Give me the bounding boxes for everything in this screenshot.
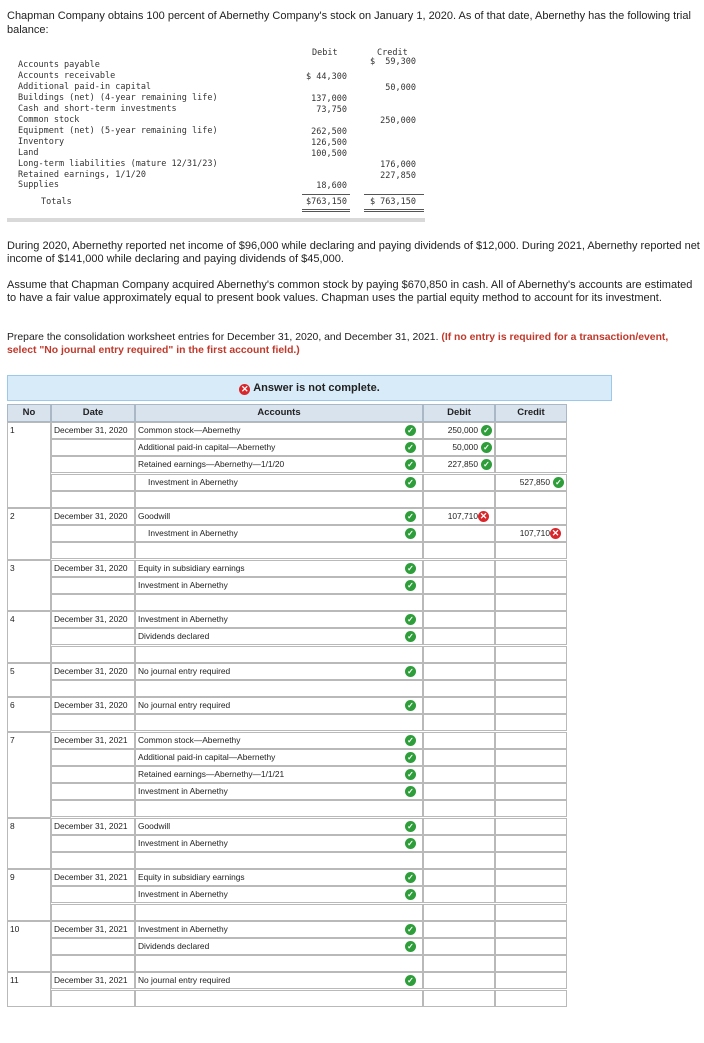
entry-date-text: December 31, 2021 [54, 975, 128, 986]
account-field[interactable] [135, 835, 423, 852]
entry-number [7, 560, 51, 612]
account-field-text: Additional paid-in capital—Abernethy [138, 442, 276, 453]
credit-field[interactable] [495, 818, 567, 835]
credit-field[interactable] [495, 869, 567, 886]
trial-balance [7, 48, 425, 218]
account-field[interactable] [135, 714, 423, 731]
debit-field[interactable] [423, 886, 495, 903]
debit-field[interactable] [423, 560, 495, 577]
tb-row-credit: 50,000 [385, 82, 416, 93]
account-field-text: Dividends declared [138, 941, 210, 951]
account-field[interactable] [135, 474, 423, 491]
debit-field[interactable] [423, 835, 495, 852]
credit-field[interactable] [495, 456, 567, 473]
account-field-text: Investment in Abernethy [138, 786, 228, 797]
entry-date-text: December 31, 2020 [54, 425, 128, 435]
entry-date[interactable] [51, 800, 135, 817]
credit-field[interactable] [495, 904, 567, 921]
account-field-text: Investment in Abernethy [138, 923, 228, 934]
account-field[interactable] [135, 766, 423, 783]
entry-date[interactable] [51, 869, 135, 886]
debit-field[interactable] [423, 714, 495, 731]
entry-number [7, 697, 51, 731]
check-icon: ✓ [405, 459, 416, 470]
account-field[interactable] [135, 422, 423, 439]
entry-date [51, 577, 135, 594]
credit-field[interactable] [495, 542, 567, 559]
account-field[interactable] [135, 611, 423, 628]
account-field-text: No journal entry required [138, 665, 231, 676]
entry-date[interactable] [51, 697, 135, 714]
tb-rule [364, 209, 424, 210]
debit-field-text: 227,850 [447, 459, 478, 470]
credit-field[interactable] [495, 921, 567, 938]
check-icon: ✓ [481, 442, 492, 453]
entry-date[interactable] [51, 594, 135, 611]
tb-row-label: Accounts receivable [18, 70, 116, 81]
entry-number-text: 7 [10, 734, 15, 745]
account-field-text: Equity in subsidiary earnings [138, 872, 245, 883]
account-field[interactable] [135, 628, 423, 645]
entry-date[interactable] [51, 611, 135, 628]
debit-field[interactable] [423, 474, 495, 491]
debit-field[interactable] [423, 869, 495, 886]
check-icon: ✓ [405, 821, 416, 832]
check-icon: ✓ [405, 614, 416, 625]
entry-date-text: December 31, 2021 [54, 923, 128, 934]
credit-field[interactable] [495, 611, 567, 628]
check-icon: ✓ [481, 425, 492, 436]
entry-date [51, 474, 135, 491]
account-field-text: Investment in Abernethy [138, 837, 228, 848]
account-field[interactable] [135, 456, 423, 473]
entry-number [7, 422, 51, 508]
debit-field[interactable] [423, 628, 495, 645]
entry-date [51, 439, 135, 456]
tb-totals-credit: $ 763,150 [369, 197, 416, 207]
entry-date [51, 783, 135, 800]
credit-field[interactable] [495, 955, 567, 972]
entry-date-text: December 31, 2020 [54, 614, 128, 625]
tb-row-credit: 176,000 [380, 159, 416, 170]
account-field-text: No journal entry required [138, 700, 231, 711]
check-icon: ✓ [405, 666, 416, 677]
check-icon: ✓ [405, 580, 416, 591]
debit-field-text: 107,710 [447, 511, 478, 521]
account-field[interactable] [135, 904, 423, 921]
debit-field[interactable] [423, 697, 495, 714]
account-field-text: No journal entry required [138, 975, 231, 986]
check-icon: ✓ [405, 872, 416, 883]
tb-row-label: Common stock [18, 114, 80, 125]
account-field[interactable] [135, 938, 423, 955]
error-icon: ✕ [479, 511, 488, 521]
credit-field[interactable] [495, 646, 567, 663]
check-icon: ✓ [405, 786, 416, 797]
entry-number [7, 732, 51, 818]
debit-field[interactable] [423, 542, 495, 559]
account-field[interactable] [135, 869, 423, 886]
entry-date[interactable] [51, 990, 135, 1007]
debit-field[interactable] [423, 938, 495, 955]
credit-field[interactable] [495, 990, 567, 1007]
debit-field[interactable] [423, 491, 495, 508]
trial-balance-shade [7, 218, 425, 222]
tb-rule [302, 211, 350, 212]
check-icon: ✓ [405, 511, 416, 522]
credit-field[interactable] [495, 938, 567, 955]
credit-field[interactable] [495, 525, 567, 542]
tb-totals-label: Totals [41, 197, 72, 207]
tb-row-label: Inventory [18, 136, 65, 147]
instructions [7, 331, 697, 357]
debit-field[interactable] [423, 508, 495, 525]
credit-field[interactable] [495, 972, 567, 989]
error-icon: ✕ [551, 528, 560, 539]
tb-row-credit: 250,000 [380, 115, 416, 126]
entry-number-text: 4 [10, 614, 15, 625]
entry-date [51, 628, 135, 645]
tb-row-credit: $ 59,300 [369, 57, 416, 67]
account-field-text: Investment in Abernethy [138, 614, 228, 625]
entry-date[interactable] [51, 491, 135, 508]
credit-field[interactable] [495, 714, 567, 731]
account-field[interactable] [135, 852, 423, 869]
account-field[interactable] [135, 646, 423, 663]
credit-field-text: 107,710 [519, 528, 550, 539]
entry-number [7, 921, 51, 973]
check-icon: ✓ [405, 528, 416, 539]
debit-field[interactable] [423, 921, 495, 938]
credit-field[interactable] [495, 680, 567, 697]
entry-number-text: 11 [10, 975, 19, 986]
credit-field[interactable] [495, 560, 567, 577]
tb-debit-header: Debit [312, 48, 338, 58]
account-field[interactable] [135, 886, 423, 903]
entry-number-text: 5 [10, 665, 15, 676]
entry-date[interactable] [51, 663, 135, 680]
account-field[interactable] [135, 818, 423, 835]
paragraph-acquisition: Assume that Chapman Company acquired Abernethy's common stock by paying $670,850 in cash. All of Abernethy's accounts are estimated to have a fair value approximately equal to present book values. Chapman uses the partial equity method to account for its investment. [7, 279, 693, 304]
account-field-text: Goodwill [138, 511, 171, 521]
account-field[interactable] [135, 697, 423, 714]
check-icon: ✓ [405, 975, 416, 986]
check-icon: ✓ [405, 735, 416, 746]
entry-date [51, 749, 135, 766]
check-icon: ✓ [405, 477, 416, 488]
answer-banner [7, 375, 612, 401]
check-icon: ✓ [405, 941, 416, 952]
tb-row-label: Supplies [18, 180, 59, 191]
credit-field[interactable] [495, 886, 567, 903]
tb-row-label: Additional paid-in capital [18, 81, 152, 92]
check-icon: ✓ [405, 924, 416, 935]
entry-date[interactable] [51, 732, 135, 749]
debit-field[interactable] [423, 818, 495, 835]
account-field[interactable] [135, 732, 423, 749]
tb-row-label: Land [18, 147, 39, 158]
tb-row-debit: 73,750 [316, 104, 347, 115]
debit-field-text: 250,000 [447, 425, 478, 435]
account-field[interactable] [135, 491, 423, 508]
entry-number-text: 10 [10, 923, 20, 934]
entry-date[interactable] [51, 972, 135, 989]
entry-number-text: 9 [10, 872, 15, 883]
account-field-text: Common stock—Abernethy [138, 425, 241, 435]
tb-row-label: Cash and short-term investments [18, 103, 177, 114]
entry-number-text: 3 [10, 562, 15, 573]
entry-number-text: 2 [10, 511, 15, 521]
debit-field[interactable] [423, 955, 495, 972]
credit-field[interactable] [495, 594, 567, 611]
debit-field[interactable] [423, 611, 495, 628]
account-field[interactable] [135, 594, 423, 611]
check-icon: ✓ [405, 425, 416, 436]
credit-field[interactable] [495, 697, 567, 714]
problem-intro: Chapman Company obtains 100 percent of Abernethy Company's stock on January 1, 2020. As of that date, Abernethy has the following trial balance: [7, 10, 691, 36]
debit-field[interactable] [423, 783, 495, 800]
check-icon: ✓ [405, 769, 416, 780]
account-field-text: Investment in Abernethy [138, 889, 228, 900]
account-field-text: Investment in Abernethy [148, 528, 238, 539]
entry-date-text: December 31, 2021 [54, 872, 128, 883]
account-field[interactable] [135, 921, 423, 938]
credit-field[interactable] [495, 749, 567, 766]
paragraph-2020-income: During 2020, Abernethy reported net income of $96,000 while declaring and paying dividends of $12,000. During 2021, Abernethy reported net income of $141,000 while declaring and paying dividends of $45,000. [7, 240, 700, 265]
debit-field[interactable] [423, 800, 495, 817]
account-field-text: Retained earnings—Abernethy—1/1/20 [138, 459, 285, 470]
tb-row-debit: 137,000 [311, 93, 347, 104]
tb-row-debit: 262,500 [311, 126, 347, 137]
entry-date-text: December 31, 2020 [54, 562, 128, 573]
account-field[interactable] [135, 560, 423, 577]
check-icon: ✓ [405, 442, 416, 453]
header-no: No [7, 404, 51, 422]
debit-field[interactable] [423, 422, 495, 439]
entry-date[interactable] [51, 646, 135, 663]
entry-number [7, 869, 51, 921]
tb-row-label: Accounts payable [18, 60, 100, 70]
entry-date [51, 938, 135, 955]
credit-field[interactable] [495, 732, 567, 749]
tb-row-label: Long-term liabilities (mature 12/31/23) [18, 158, 218, 169]
tb-credit-header: Credit [377, 48, 408, 58]
entry-date-text: December 31, 2020 [54, 511, 128, 521]
account-field-text: Investment in Abernethy [148, 476, 238, 487]
account-field[interactable] [135, 439, 423, 456]
account-field-text: Goodwill [138, 820, 171, 831]
entry-date-text: December 31, 2021 [54, 820, 128, 831]
tb-row-label: Equipment (net) (5-year remaining life) [18, 125, 218, 136]
banner-text: Answer is not complete. [253, 382, 380, 394]
entry-date[interactable] [51, 714, 135, 731]
debit-field[interactable] [423, 732, 495, 749]
debit-field[interactable] [423, 766, 495, 783]
check-icon: ✓ [405, 838, 416, 849]
account-field[interactable] [135, 972, 423, 989]
entry-date-text: December 31, 2021 [54, 734, 128, 745]
account-field[interactable] [135, 663, 423, 680]
account-field-text: Equity in subsidiary earnings [138, 562, 245, 573]
entry-number [7, 972, 51, 1006]
x-circle-icon: ✕ [240, 384, 249, 394]
debit-field[interactable] [423, 456, 495, 473]
entry-number-text: 1 [10, 425, 15, 435]
entry-number [7, 663, 51, 697]
credit-field[interactable] [495, 628, 567, 645]
credit-field-text: 527,850 [519, 476, 550, 487]
account-field-text: Common stock—Abernethy [138, 734, 241, 745]
debit-field[interactable] [423, 594, 495, 611]
entry-number-text: 6 [10, 700, 15, 711]
entry-date[interactable] [51, 852, 135, 869]
credit-field[interactable] [495, 800, 567, 817]
account-field[interactable] [135, 800, 423, 817]
tb-row-label: Buildings (net) (4-year remaining life) [18, 92, 218, 103]
debit-field[interactable] [423, 972, 495, 989]
credit-field[interactable] [495, 577, 567, 594]
entry-date[interactable] [51, 560, 135, 577]
credit-field[interactable] [495, 766, 567, 783]
credit-field[interactable] [495, 491, 567, 508]
entry-date[interactable] [51, 508, 135, 525]
account-field-text: Investment in Abernethy [138, 579, 228, 590]
debit-field[interactable] [423, 904, 495, 921]
check-icon: ✓ [405, 752, 416, 763]
credit-field[interactable] [495, 474, 567, 491]
account-field[interactable] [135, 783, 423, 800]
entry-date[interactable] [51, 904, 135, 921]
check-icon: ✓ [405, 889, 416, 900]
account-field-text: Additional paid-in capital—Abernethy [138, 751, 276, 762]
instructions-bold: (If no entry is required for a transaction/event, select "No journal entry required" in the first account field.) [7, 332, 669, 356]
entry-date[interactable] [51, 422, 135, 439]
entry-date[interactable] [51, 818, 135, 835]
debit-field[interactable] [423, 646, 495, 663]
tb-totals-debit: $763,150 [306, 197, 347, 207]
check-icon: ✓ [553, 477, 564, 488]
credit-field[interactable] [495, 508, 567, 525]
entry-number [7, 611, 51, 663]
tb-row-debit: 100,500 [311, 148, 347, 159]
check-icon: ✓ [481, 459, 492, 470]
debit-field[interactable] [423, 680, 495, 697]
account-field[interactable] [135, 542, 423, 559]
debit-field[interactable] [423, 749, 495, 766]
credit-field[interactable] [495, 663, 567, 680]
entry-date[interactable] [51, 921, 135, 938]
account-field-text: Dividends declared [138, 631, 210, 642]
entry-date[interactable] [51, 680, 135, 697]
entry-number [7, 508, 51, 560]
entry-date [51, 835, 135, 852]
credit-field[interactable] [495, 439, 567, 456]
header-debit: Debit [423, 404, 495, 422]
tb-row-credit: 227,850 [380, 170, 416, 181]
account-field[interactable] [135, 508, 423, 525]
account-field[interactable] [135, 525, 423, 542]
debit-field[interactable] [423, 663, 495, 680]
tb-row-label: Retained earnings, 1/1/20 [18, 169, 146, 180]
entry-date [51, 525, 135, 542]
credit-field[interactable] [495, 852, 567, 869]
debit-field[interactable] [423, 852, 495, 869]
entry-date [51, 886, 135, 903]
account-field[interactable] [135, 749, 423, 766]
debit-field[interactable] [423, 577, 495, 594]
entry-date-text: December 31, 2020 [54, 700, 128, 711]
entry-date [51, 766, 135, 783]
entry-date[interactable] [51, 955, 135, 972]
entry-date[interactable] [51, 542, 135, 559]
tb-row-debit: $ 44,300 [306, 71, 347, 82]
tb-row-debit: 126,500 [311, 137, 347, 148]
check-icon: ✓ [405, 700, 416, 711]
debit-field[interactable] [423, 525, 495, 542]
check-icon: ✓ [405, 563, 416, 574]
tb-row-debit: 18,600 [316, 181, 347, 192]
header-date: Date [51, 404, 135, 422]
credit-field[interactable] [495, 783, 567, 800]
account-field[interactable] [135, 680, 423, 697]
header-credit: Credit [495, 404, 567, 422]
entry-date-text: December 31, 2020 [54, 665, 128, 676]
account-field[interactable] [135, 577, 423, 594]
tb-rule [364, 211, 424, 212]
instructions-text: Prepare the consolidation worksheet entries for December 31, 2020, and December 31, 2021. [7, 332, 439, 343]
debit-field[interactable] [423, 439, 495, 456]
entry-number [7, 818, 51, 870]
account-field[interactable] [135, 990, 423, 1007]
credit-field[interactable] [495, 422, 567, 439]
account-field-text: Retained earnings—Abernethy—1/1/21 [138, 769, 285, 779]
entry-number-text: 8 [10, 820, 15, 831]
tb-rule [364, 194, 424, 195]
tb-rule [302, 209, 350, 210]
debit-field-text: 50,000 [452, 442, 478, 453]
entry-date [51, 456, 135, 473]
credit-field[interactable] [495, 835, 567, 852]
account-field[interactable] [135, 955, 423, 972]
header-accounts: Accounts [135, 404, 423, 422]
check-icon: ✓ [405, 631, 416, 642]
tb-rule [302, 194, 350, 195]
debit-field[interactable] [423, 990, 495, 1007]
